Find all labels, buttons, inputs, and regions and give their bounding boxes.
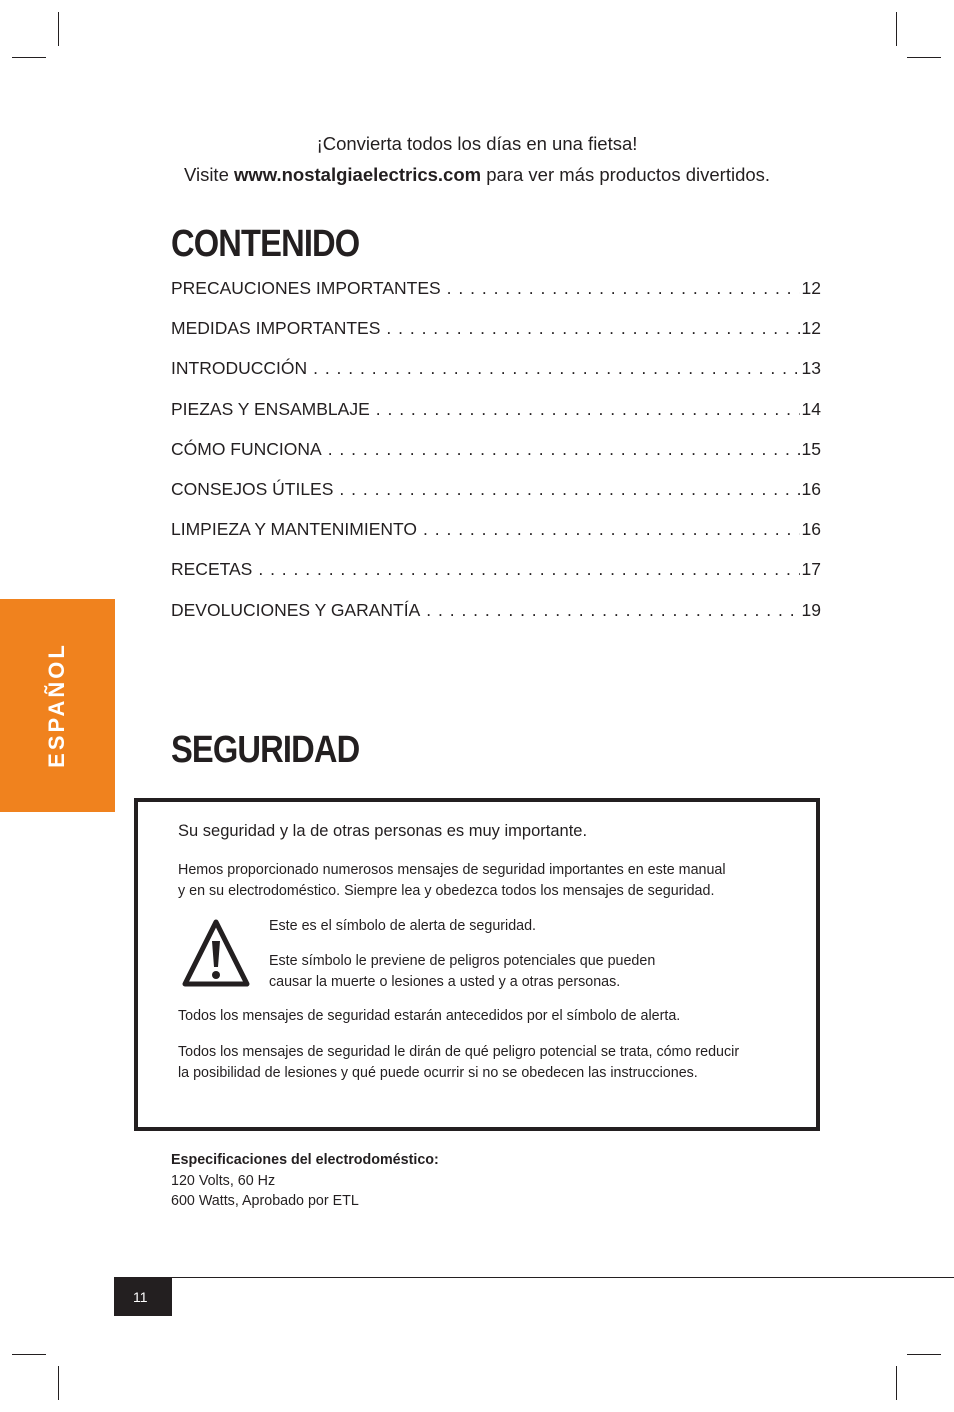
toc-leader-dots bbox=[423, 519, 800, 540]
safety-warning-line-2: causar la muerte o lesiones a usted y a otras personas. bbox=[269, 974, 621, 990]
toc-entry-label: LIMPIEZA Y MANTENIMIENTO bbox=[171, 519, 418, 540]
crop-mark-top-right-v bbox=[896, 12, 897, 46]
safety-paragraph-3: Todos los mensajes de seguridad estarán antecedidos por el símbolo de alerta. bbox=[178, 1008, 681, 1024]
toc-entry-label: RECETAS bbox=[171, 559, 253, 580]
crop-mark-bottom-right-h bbox=[907, 1354, 941, 1355]
safety-paragraph-1-line-2: y en su electrodoméstico. Siempre lea y obedezca todos los mensajes de seguridad. bbox=[178, 883, 715, 899]
toc-leader-dots bbox=[328, 439, 800, 460]
toc-entry[interactable] bbox=[171, 399, 821, 439]
safety-lead: Su seguridad y la de otras personas es muy importante. bbox=[178, 822, 588, 840]
intro-visit-suffix: para ver más productos divertidos. bbox=[481, 164, 771, 185]
safety-paragraph-1-line-1: Hemos proporcionado numerosos mensajes de seguridad importantes en este manual bbox=[178, 862, 726, 878]
crop-mark-bottom-left-h bbox=[12, 1354, 46, 1355]
toc-entry-page: 12 bbox=[801, 278, 821, 298]
toc-entry-page: 19 bbox=[801, 599, 821, 620]
toc-entry-page: 15 bbox=[801, 438, 821, 459]
toc-entry[interactable] bbox=[171, 559, 821, 599]
website-link[interactable]: www.nostalgiaelectrics.com bbox=[234, 164, 482, 185]
intro-line-2 bbox=[0, 159, 954, 190]
toc-leader-dots bbox=[339, 479, 799, 500]
toc-entry-label: DEVOLUCIONES Y GARANTÍA bbox=[171, 599, 421, 620]
table-of-contents bbox=[171, 278, 821, 640]
toc-entry-page: 16 bbox=[801, 519, 821, 540]
specs-title: Especificaciones del electrodoméstico: bbox=[171, 1152, 439, 1168]
crop-mark-bottom-left-v bbox=[58, 1366, 59, 1400]
toc-entry-label: INTRODUCCIÓN bbox=[171, 358, 308, 379]
toc-entry-label: CONSEJOS ÚTILES bbox=[171, 478, 334, 499]
toc-entry[interactable] bbox=[171, 358, 821, 398]
page-number: 11 bbox=[114, 1278, 172, 1316]
safety-warning-text bbox=[269, 951, 769, 993]
specs-wattage: 600 Watts, Aprobado por ETL bbox=[171, 1193, 359, 1209]
intro-visit-prefix: Visite bbox=[183, 164, 234, 185]
safety-paragraph-1 bbox=[178, 860, 803, 902]
safety-heading: SEGURIDAD bbox=[171, 729, 360, 771]
toc-entry-label: CÓMO FUNCIONA bbox=[171, 438, 322, 459]
safety-paragraph-4-line-2: la posibilidad de lesiones y qué puede ocurrir si no se obedecen las instrucciones. bbox=[178, 1065, 698, 1081]
language-tab-label: ESPAÑOL bbox=[44, 642, 69, 768]
toc-entry-page: 13 bbox=[801, 358, 821, 379]
toc-leader-dots bbox=[313, 358, 799, 379]
toc-entry-page: 17 bbox=[801, 559, 821, 580]
toc-leader-dots bbox=[376, 399, 800, 420]
toc-entry-page: 16 bbox=[801, 478, 821, 499]
crop-mark-top-left-v bbox=[58, 12, 59, 46]
safety-paragraph-4-line-1: Todos los mensajes de seguridad le dirán de qué peligro potencial se trata, cómo reducir bbox=[178, 1044, 740, 1060]
toc-entry-label: PIEZAS Y ENSAMBLAJE bbox=[171, 398, 370, 419]
toc-entry[interactable] bbox=[171, 439, 821, 479]
safety-warning-line-1: Este símbolo le previene de peligros potenciales que pueden bbox=[269, 953, 656, 969]
safety-notice-box bbox=[134, 798, 820, 1131]
toc-entry[interactable] bbox=[171, 600, 821, 640]
toc-entry-label: MEDIDAS IMPORTANTES bbox=[171, 318, 381, 339]
toc-entry[interactable] bbox=[171, 479, 821, 519]
crop-mark-top-left-h bbox=[12, 57, 46, 58]
appliance-specs bbox=[171, 1150, 439, 1212]
crop-mark-top-right-h bbox=[907, 57, 941, 58]
toc-leader-dots bbox=[447, 278, 800, 299]
toc-entry[interactable] bbox=[171, 278, 821, 318]
toc-entry-label: PRECAUCIONES IMPORTANTES bbox=[171, 278, 441, 298]
warning-triangle-icon bbox=[181, 917, 251, 989]
toc-leader-dots bbox=[258, 559, 799, 580]
toc-entry-page: 12 bbox=[801, 318, 821, 339]
toc-entry[interactable] bbox=[171, 519, 821, 559]
intro-line-1: ¡Convierta todos los días en una fietsa! bbox=[316, 133, 638, 154]
specs-voltage: 120 Volts, 60 Hz bbox=[171, 1172, 276, 1189]
safety-paragraph-4 bbox=[178, 1042, 803, 1084]
safety-symbol-text: Este es el símbolo de alerta de seguridad. bbox=[269, 918, 537, 934]
contents-heading: CONTENIDO bbox=[171, 223, 360, 265]
toc-leader-dots bbox=[426, 600, 799, 621]
crop-mark-bottom-right-v bbox=[896, 1366, 897, 1400]
toc-leader-dots bbox=[386, 318, 799, 339]
footer-rule bbox=[114, 1277, 954, 1278]
intro-text bbox=[0, 128, 954, 190]
toc-entry-page: 14 bbox=[801, 398, 821, 419]
toc-entry[interactable] bbox=[171, 318, 821, 358]
